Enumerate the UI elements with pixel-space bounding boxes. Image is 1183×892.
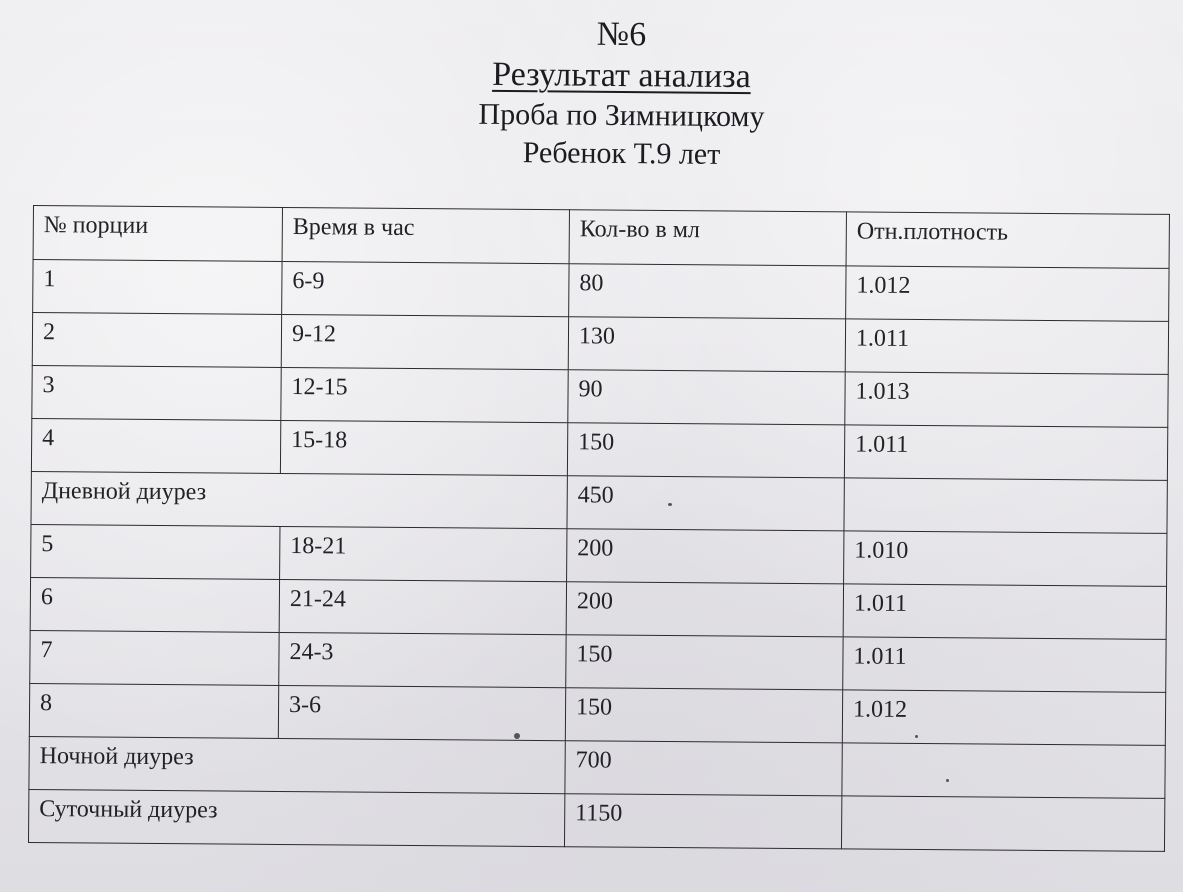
cell-volume: 90 [568, 370, 845, 425]
table-row [30, 630, 1166, 692]
table-row [30, 577, 1166, 639]
day-total-row [31, 471, 1167, 533]
cell-portion: 8 [29, 683, 278, 738]
cell-density: 1.011 [843, 584, 1166, 640]
daily-total-row [28, 789, 1164, 851]
cell-portion: 5 [31, 524, 280, 579]
cell-time: 18-21 [280, 526, 567, 581]
cell-time: 21-24 [279, 579, 566, 634]
daily-total-volume: 1150 [564, 794, 841, 849]
day-total-label: Дневной диурез [31, 471, 567, 528]
daily-total-label: Суточный диурез [28, 789, 564, 846]
table-header-row [33, 206, 1169, 269]
document-subtitle: Проба по Зимницкому [478, 97, 765, 134]
document-title: Результат анализа [492, 55, 751, 96]
cell-time: 3-6 [278, 685, 565, 740]
cell-portion: 7 [30, 630, 279, 685]
night-total-row [29, 736, 1165, 798]
header-time: Время в час [282, 207, 569, 263]
paper-speck [915, 735, 918, 738]
cell-density: 1.011 [845, 319, 1168, 375]
day-total-volume: 450 [567, 476, 844, 531]
cell-density: 1.012 [842, 690, 1165, 746]
paper-speck [946, 779, 949, 782]
cell-density: 1.010 [844, 531, 1167, 587]
table-row [33, 260, 1169, 322]
table-row [29, 683, 1165, 745]
results-table [28, 205, 1170, 852]
header-volume: Кол-во в мл [569, 210, 846, 266]
cell-volume: 130 [568, 317, 845, 372]
results-table-wrap [28, 205, 1169, 852]
table-row [32, 365, 1168, 427]
cell-volume: 200 [567, 529, 844, 584]
cell-density: 1.012 [846, 266, 1169, 322]
cell-time: 15-18 [280, 420, 567, 475]
cell-time: 6-9 [282, 261, 569, 316]
paper-speck [668, 503, 672, 506]
cell-volume: 200 [566, 582, 843, 637]
header-density: Отн.плотность [846, 212, 1169, 269]
cell-portion: 4 [31, 418, 280, 473]
header-portion: № порции [33, 206, 282, 262]
night-total-density [842, 743, 1165, 799]
night-total-volume: 700 [565, 741, 842, 796]
table-row [31, 524, 1167, 586]
cell-portion: 6 [30, 577, 279, 632]
cell-density: 1.013 [845, 372, 1168, 428]
patient-info: Ребенок Т.9 лет [522, 136, 721, 171]
table-row [32, 313, 1168, 375]
cell-time: 9-12 [281, 314, 568, 369]
cell-volume: 80 [569, 264, 846, 319]
cell-volume: 150 [565, 688, 842, 743]
paper-speck [514, 733, 520, 739]
cell-portion: 2 [32, 313, 281, 368]
daily-total-density [841, 796, 1164, 852]
table-row [31, 418, 1167, 480]
document-number: №6 [596, 15, 647, 54]
cell-time: 12-15 [281, 367, 568, 422]
cell-density: 1.011 [843, 637, 1166, 693]
cell-portion: 1 [33, 260, 282, 315]
day-total-density [844, 478, 1167, 534]
cell-time: 24-3 [279, 632, 566, 687]
cell-portion: 3 [32, 365, 281, 420]
night-total-label: Ночной диурез [29, 736, 565, 793]
cell-volume: 150 [566, 635, 843, 690]
cell-volume: 150 [567, 423, 844, 478]
cell-density: 1.011 [844, 425, 1167, 481]
